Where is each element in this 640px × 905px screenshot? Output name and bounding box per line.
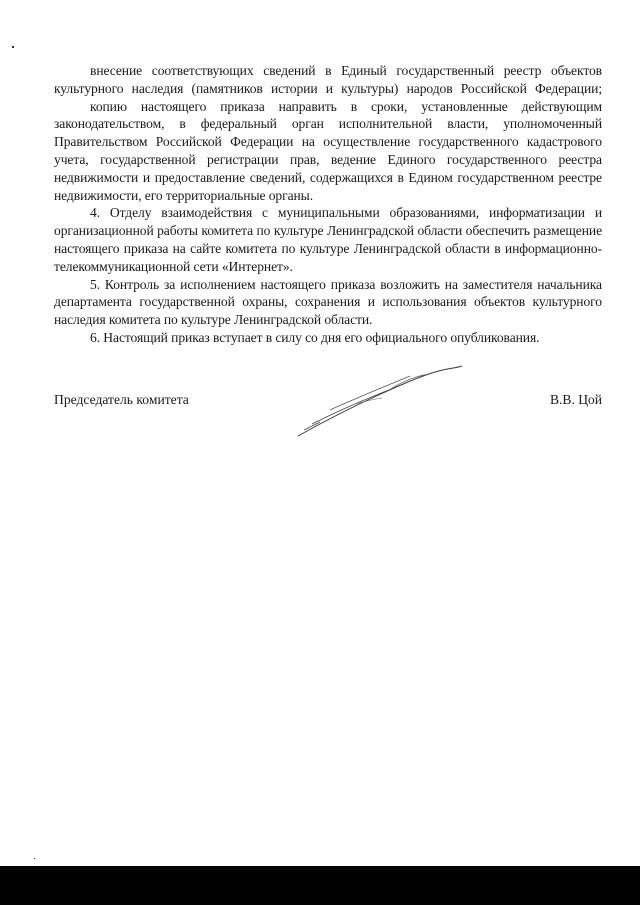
- paragraph-5-control: 5. Контроль за исполнением настоящего приказа возложить на заместителя начальника департамента государственной охраны, сохранения и использования объектов культурного наследия комитета по культуре Ленинградской области.: [54, 276, 602, 328]
- paragraph-4-publication: 4. Отделу взаимодействия с муниципальными образованиями, информатизации и организационной работы комитета по культуре Ленинградской области обеспечить размещение настоящего приказа на сайте комитета по культуре Ленинградской области в информационно-телекоммуникационной сети «Интернет».: [54, 205, 602, 274]
- scan-border-bottom: [0, 866, 640, 905]
- document-body: [54, 62, 602, 347]
- signatory-title: Председатель комитета: [54, 392, 189, 407]
- paragraph-registry-entry: внесение соответствующих сведений в Единый государственный реестр объектов культурного наследия (памятников истории и культуры) народов Российской Федерации;: [54, 63, 602, 96]
- handwritten-signature: [290, 362, 470, 442]
- scan-speck: [12, 46, 14, 48]
- signatory-name: В.В. Цой: [549, 392, 602, 407]
- paragraph-send-copy: копию настоящего приказа направить в сроки, установленные действующим законодательством, в федеральный орган исполнительной власти, уполномоченный Правительством Российской Федерации на осуществление государственного кадастрового учета, государственной регистрации прав, ведение Единого государственного реестра недвижимости и предоставление сведений, содержащихся в Едином государственном реестре недвижимости, его территориальные органы.: [54, 98, 602, 203]
- paragraph-6-entry-into-force: 6. Настоящий приказ вступает в силу со дня его официального опубликования.: [90, 329, 540, 345]
- scan-speck: [34, 858, 35, 859]
